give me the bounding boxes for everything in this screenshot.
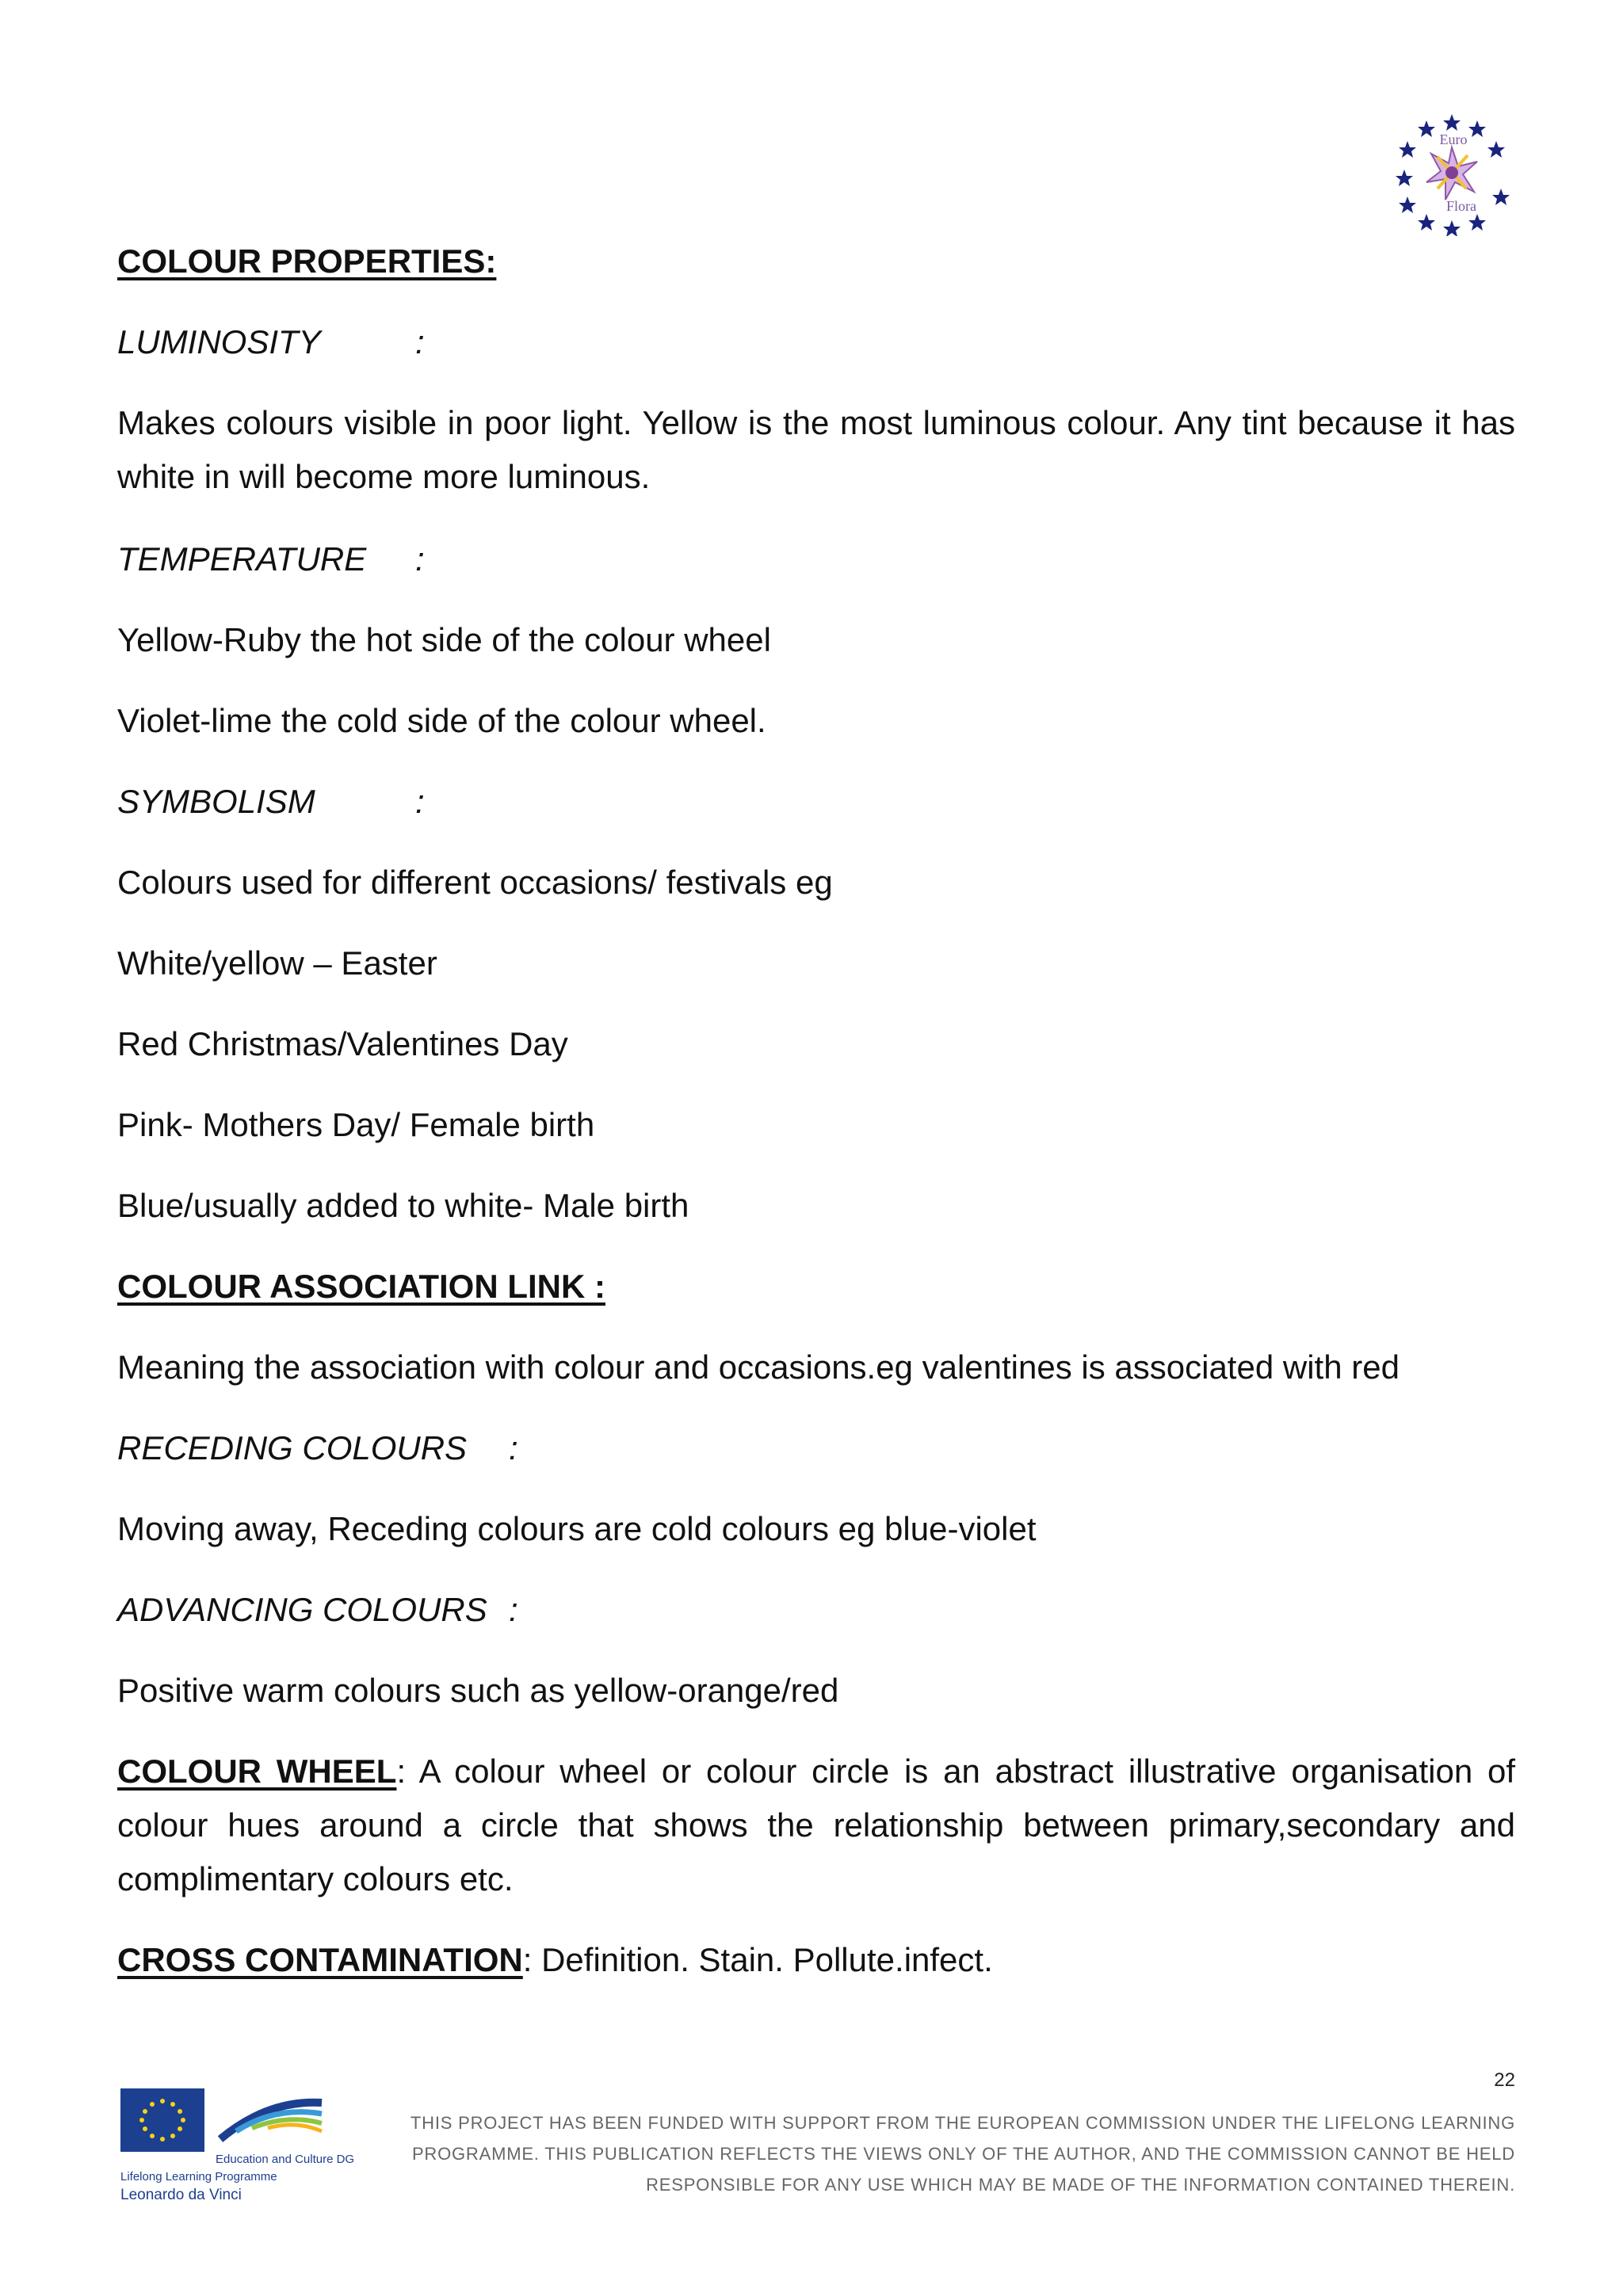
receding-description: Moving away, Receding colours are cold colours eg blue-violet	[117, 1510, 1037, 1547]
swoosh-icon	[220, 2103, 322, 2139]
symbolism-line-5: Blue/usually added to white- Male birth	[117, 1187, 689, 1224]
term-advancing-label: ADVANCING COLOURS	[117, 1591, 487, 1628]
heading-colour-properties: COLOUR PROPERTIES:	[117, 242, 497, 280]
cross-contamination-paragraph	[117, 1933, 1515, 1987]
term-colon: :	[415, 323, 425, 360]
advancing-description: Positive warm colours such as yellow-orange/red	[117, 1672, 839, 1709]
term-luminosity	[117, 315, 1515, 369]
term-receding-colours	[117, 1421, 1515, 1475]
euro-flora-logo	[1388, 109, 1515, 236]
logo-word-top: Euro	[1439, 132, 1468, 147]
association-description: Meaning the association with colour and occasions.eg valentines is associated with red	[117, 1348, 1400, 1386]
eu-lifelong-learning-logo	[117, 2084, 363, 2218]
symbolism-line-1: Colours used for different occasions/ festivals eg	[117, 864, 833, 901]
temperature-line-2: Violet-lime the cold side of the colour wheel.	[117, 702, 766, 739]
eu-dg-caption: Education and Culture DG	[216, 2153, 355, 2166]
temperature-line-1: Yellow-Ruby the hot side of the colour wheel	[117, 621, 771, 658]
term-colon: :	[415, 783, 425, 820]
term-colon: :	[509, 1591, 518, 1628]
term-symbolism-label: SYMBOLISM	[117, 783, 315, 820]
colour-wheel-term: COLOUR WHEEL	[117, 1753, 397, 1790]
heading-colour-association: COLOUR ASSOCIATION LINK :	[117, 1268, 605, 1305]
symbolism-line-3: Red Christmas/Valentines Day	[117, 1025, 568, 1062]
disclaimer-line: THIS PROJECT HAS BEEN FUNDED WITH SUPPORT FROM THE EUROPEAN COMMISSION UNDER THE LIFELONG LEARNING	[410, 2113, 1515, 2133]
term-colon: :	[415, 540, 425, 578]
programme-subname: Leonardo da Vinci	[120, 2187, 242, 2203]
luminosity-description: Makes colours visible in poor light. Yellow is the most luminous colour. Any tint because it has white in will become more luminous.	[117, 404, 1515, 495]
colour-wheel-paragraph	[117, 1745, 1515, 1906]
logo-flower-icon	[1426, 147, 1477, 200]
logo-word-bottom: Flora	[1446, 198, 1476, 214]
term-temperature-label: TEMPERATURE	[117, 540, 367, 578]
term-receding-label: RECEDING COLOURS	[117, 1429, 468, 1466]
disclaimer-line: RESPONSIBLE FOR ANY USE WHICH MAY BE MADE OF THE INFORMATION CONTAINED THEREIN.	[646, 2175, 1515, 2195]
term-temperature	[117, 532, 1515, 586]
term-symbolism	[117, 775, 1515, 829]
colour-wheel-definition: : A colour wheel or colour circle is an abstract illustrative organisation of colour hues around a circle that shows the relationship between primary,secondary and complimentary colours etc.	[117, 1753, 1515, 1897]
cross-contamination-definition: : Definition. Stain. Pollute.infect.	[522, 1941, 993, 1978]
cross-contamination-term: CROSS CONTAMINATION	[117, 1941, 523, 1978]
term-colon: :	[509, 1429, 518, 1466]
symbolism-line-2: White/yellow – Easter	[117, 944, 437, 982]
funding-disclaimer	[349, 2107, 1515, 2200]
disclaimer-line: PROGRAMME. THIS PUBLICATION REFLECTS THE VIEWS ONLY OF THE AUTHOR, AND THE COMMISSION CANNOT BE HELD	[411, 2144, 1515, 2164]
term-luminosity-label: LUMINOSITY	[117, 323, 321, 360]
eu-flag-icon	[120, 2088, 204, 2152]
symbolism-line-4: Pink- Mothers Day/ Female birth	[117, 1106, 595, 1143]
term-advancing-colours	[117, 1583, 1515, 1637]
page-number: 22	[1494, 2069, 1515, 2091]
programme-name: Lifelong Learning Programme	[120, 2170, 277, 2183]
